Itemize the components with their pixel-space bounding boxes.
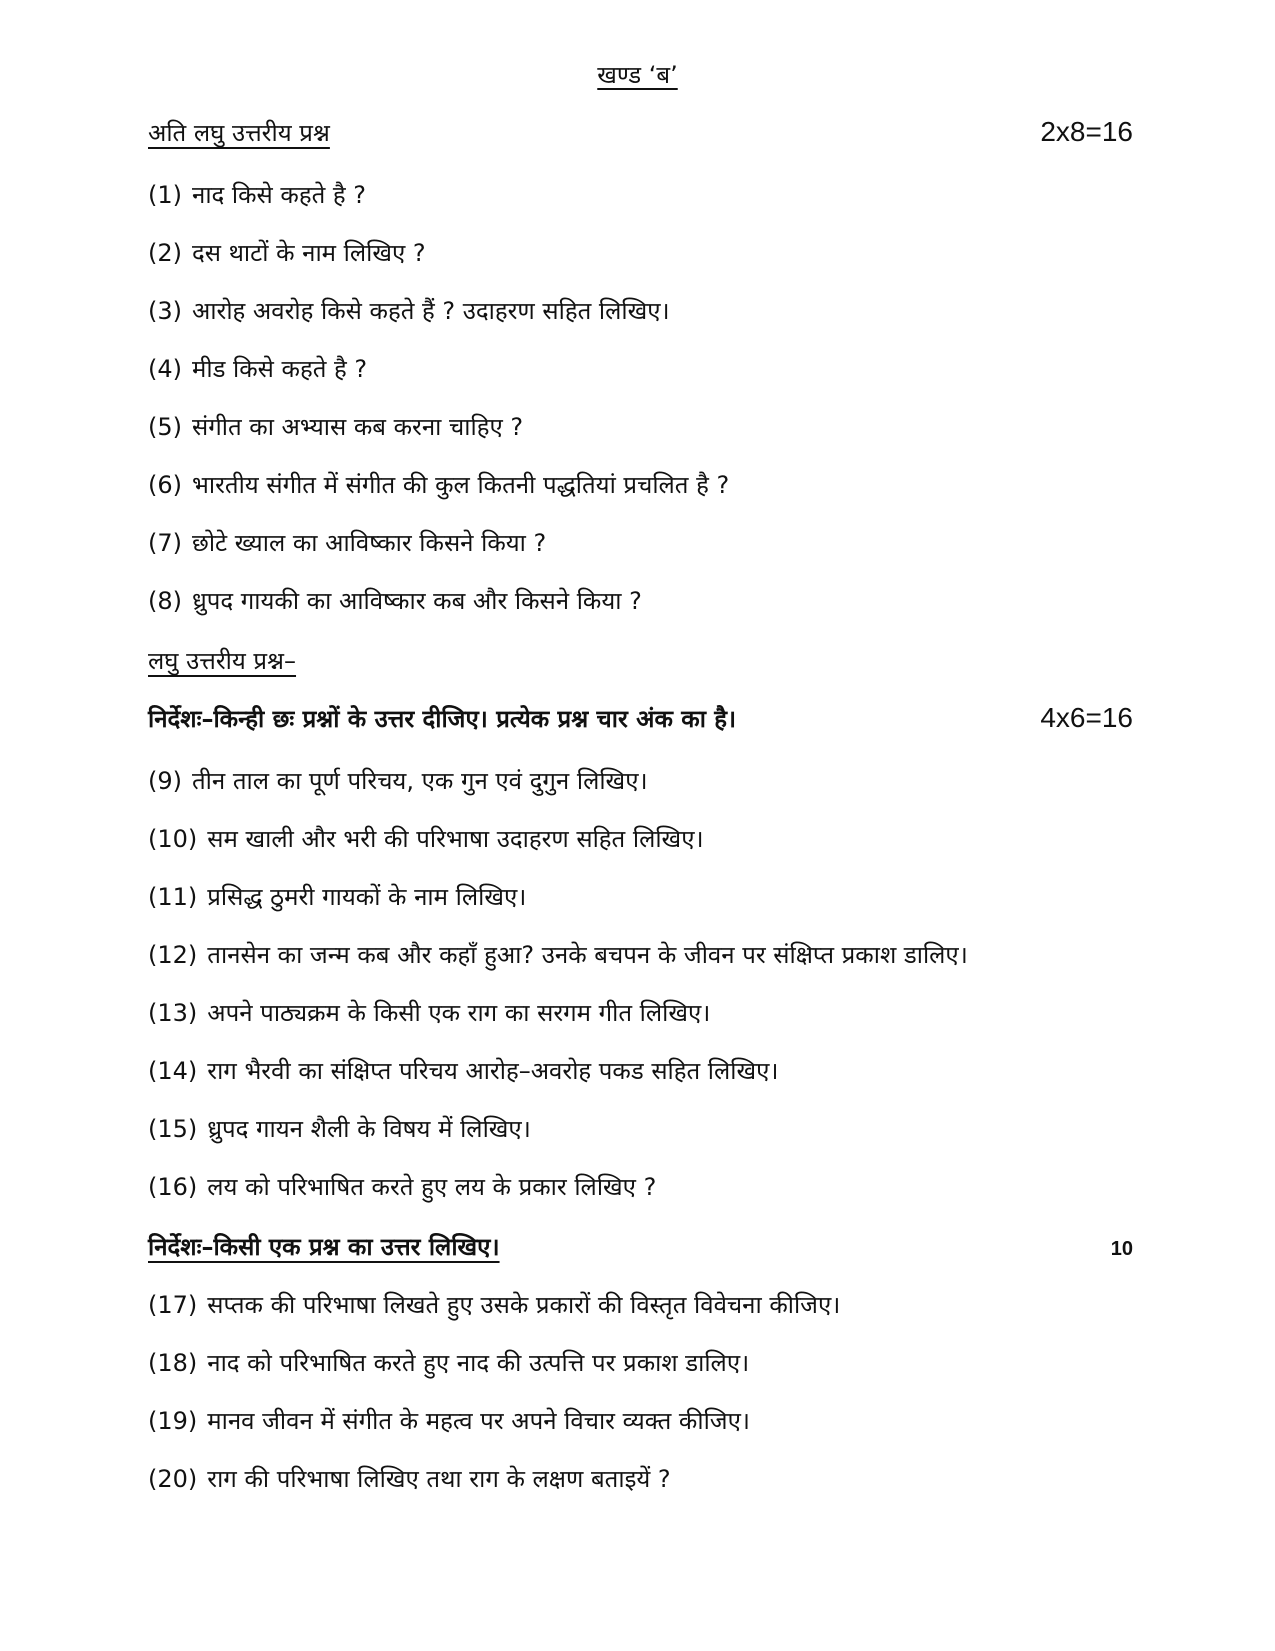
question-item [148, 1346, 1138, 1379]
question-number: (1) [148, 181, 182, 209]
question-item [148, 526, 1138, 559]
question-number: (9) [148, 767, 182, 795]
part3-instruction: निर्देशः–किसी एक प्रश्न का उत्तर लिखिए। [148, 1233, 500, 1261]
question-text: राग भैरवी का संक्षिप्त परिचय आरोह–अवरोह पकड सहित लिखिए। [207, 1057, 779, 1085]
question-number: (15) [148, 1115, 198, 1143]
question-item [148, 1054, 1138, 1087]
question-text: तीन ताल का पूर्ण परिचय, एक गुन एवं दुगुन लिखिए। [192, 767, 648, 795]
question-number: (3) [148, 297, 182, 325]
section-title [0, 58, 1275, 91]
question-text: लय को परिभाषित करते हुए लय के प्रकार लिखिए ? [207, 1173, 657, 1201]
question-item [148, 468, 1138, 501]
question-number: (19) [148, 1407, 198, 1435]
part2-instruction: निर्देशः–किन्ही छः प्रश्नों के उत्तर दीजिए। प्रत्येक प्रश्न चार अंक का है। [148, 705, 737, 733]
question-item [148, 1112, 1138, 1145]
question-text: प्रसिद्ध ठुमरी गायकों के नाम लिखिए। [207, 883, 527, 911]
part2-heading: लघु उत्तरीय प्रश्न– [148, 647, 297, 675]
question-text: राग की परिभाषा लिखिए तथा राग के लक्षण बताइयें ? [207, 1465, 671, 1493]
part1-marks: 2x8=16 [1040, 116, 1133, 147]
part2-heading-row [148, 644, 1133, 677]
question-number: (6) [148, 471, 182, 499]
question-number: (7) [148, 529, 182, 557]
question-text: आरोह अवरोह किसे कहते हैं ? उदाहरण सहित लिखिए। [192, 297, 670, 325]
question-number: (10) [148, 825, 198, 853]
question-text: संगीत का अभ्यास कब करना चाहिए ? [192, 413, 524, 441]
question-item [148, 410, 1138, 443]
question-number: (13) [148, 999, 198, 1027]
question-item [148, 294, 1138, 327]
question-item [148, 880, 1138, 913]
question-number: (18) [148, 1349, 198, 1377]
question-text: भारतीय संगीत में संगीत की कुल कितनी पद्धतियां प्रचलित है ? [192, 471, 730, 499]
part1-header [148, 116, 1133, 149]
question-number: (14) [148, 1057, 198, 1085]
question-item [148, 1170, 1138, 1203]
question-number: (12) [148, 941, 198, 969]
question-number: (5) [148, 413, 182, 441]
question-text: सप्तक की परिभाषा लिखते हुए उसके प्रकारों की विस्तृत विवेचना कीजिए। [207, 1291, 841, 1319]
question-text: ध्रुपद गायकी का आविष्कार कब और किसने किया ? [192, 587, 642, 615]
question-item [148, 178, 1138, 211]
question-text: मानव जीवन में संगीत के महत्व पर अपने विचार व्यक्त कीजिए। [207, 1407, 750, 1435]
question-text: दस थाटों के नाम लिखिए ? [192, 239, 426, 267]
part2-instruction-row [148, 702, 1133, 735]
part2-marks: 4x6=16 [1040, 702, 1133, 733]
question-item [148, 764, 1138, 797]
question-item [148, 822, 1138, 855]
question-text: अपने पाठ्यक्रम के किसी एक राग का सरगम गीत लिखिए। [207, 999, 711, 1027]
question-item [148, 1404, 1138, 1437]
question-text: तानसेन का जन्म कब और कहाँ हुआ? उनके बचपन के जीवन पर संक्षिप्त प्रकाश डालिए। [207, 941, 968, 969]
section-title-text: खण्ड ‘ब’ [597, 61, 678, 89]
question-item [148, 236, 1138, 269]
question-item [148, 938, 1138, 971]
part1-heading: अति लघु उत्तरीय प्रश्न [148, 119, 330, 147]
question-text: छोटे ख्याल का आविष्कार किसने किया ? [192, 529, 547, 557]
question-text: मीड किसे कहते है ? [192, 355, 368, 383]
question-item [148, 1288, 1138, 1321]
question-text: सम खाली और भरी की परिभाषा उदाहरण सहित लिखिए। [207, 825, 704, 853]
question-number: (8) [148, 587, 182, 615]
question-text: ध्रुपद गायन शैली के विषय में लिखिए। [207, 1115, 531, 1143]
question-number: (16) [148, 1173, 198, 1201]
question-number: (17) [148, 1291, 198, 1319]
question-number: (20) [148, 1465, 198, 1493]
part3-marks: 10 [1110, 1238, 1133, 1260]
part3-instruction-row [148, 1230, 1133, 1263]
question-item [148, 996, 1138, 1029]
question-text: नाद को परिभाषित करते हुए नाद की उत्पत्ति पर प्रकाश डालिए। [207, 1349, 750, 1377]
question-item [148, 1462, 1138, 1495]
question-item [148, 352, 1138, 385]
question-text: नाद किसे कहते है ? [192, 181, 367, 209]
question-item [148, 584, 1138, 617]
question-number: (11) [148, 883, 198, 911]
question-number: (4) [148, 355, 182, 383]
question-number: (2) [148, 239, 182, 267]
